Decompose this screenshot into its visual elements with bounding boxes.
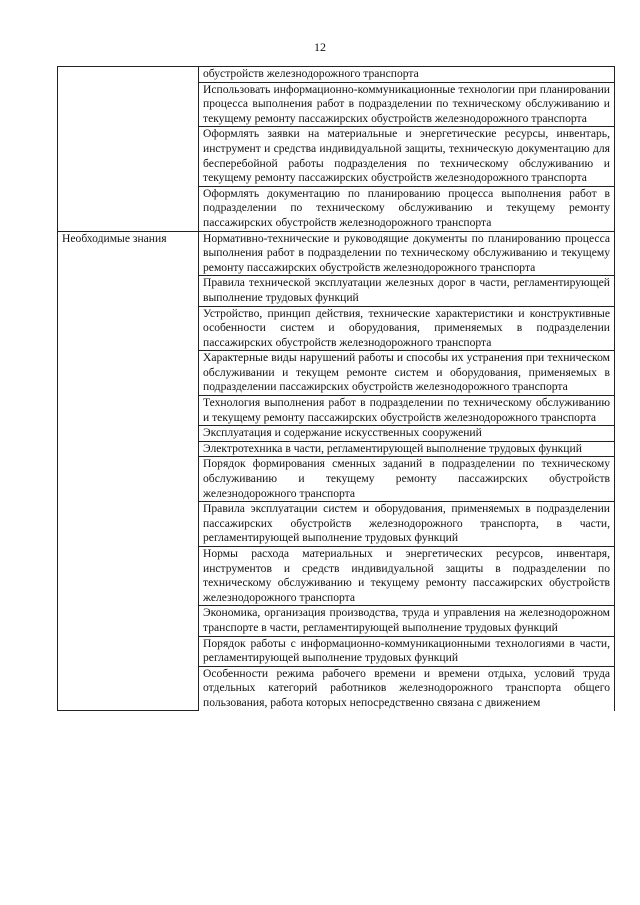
- table-row: [58, 67, 615, 83]
- knowledge-cell: Электротехника в части, регламентирующей выполнение трудовых функций: [199, 441, 615, 457]
- knowledge-cell: Технология выполнения работ в подразделении по техническому обслуживанию и текущему ремонту пассажирских обустройств железнодорожного транспорта: [199, 396, 615, 426]
- knowledge-cell: Экономика, организация производства, труда и управления на железнодорожном транспорте в части, регламентирующей выполнение трудовых функций: [199, 606, 615, 636]
- skill-cell: Оформлять заявки на материальные и энергетические ресурсы, инвентарь, инструмент и средства индивидуальной защиты, техническую документацию для бесперебойной работы подразделения по техническому обслуживанию и текущему ремонту пассажирских обустройств железнодорожного транспорта: [199, 127, 615, 186]
- page-number: 12: [314, 40, 326, 54]
- knowledge-cell: Эксплуатация и содержание искусственных сооружений: [199, 426, 615, 442]
- knowledge-cell: Особенности режима рабочего времени и времени отдыха, условий труда отдельных категорий работников железнодорожного транспорта общего пользования, работа которых непосредственно связана с движением: [199, 666, 615, 710]
- skill-cell: обустройств железнодорожного транспорта: [199, 67, 615, 83]
- knowledge-cell: Характерные виды нарушений работы и способы их устранения при техническом обслуживании и текущем ремонте систем и оборудования, применяемых в подразделении пассажирских обустройств железнодорожного транспорта: [199, 351, 615, 396]
- skill-cell: Оформлять документацию по планированию процесса выполнения работ в подразделении по техническому обслуживанию и текущему ремонту пассажирских обустройств железнодорожного транспорта: [199, 186, 615, 231]
- knowledge-cell: Порядок формирования сменных заданий в подразделении по техническому обслуживанию и текущему ремонту пассажирских обустройств железнодорожного транспорта: [199, 457, 615, 502]
- requirements-table: [57, 66, 615, 711]
- knowledge-label: Необходимые знания: [58, 231, 199, 711]
- skill-cell: Использовать информационно-коммуникационные технологии при планировании процесса выполнения работ в подразделении по техническому обслуживанию и текущему ремонту пассажирских обустройств железнодорожного транспорта: [199, 82, 615, 127]
- knowledge-cell: Устройство, принцип действия, технические характеристики и конструктивные особенности систем и оборудования, применяемых в подразделении пассажирских обустройств железнодорожного транспорта: [199, 306, 615, 351]
- knowledge-cell: Нормы расхода материальных и энергетических ресурсов, инвентаря, инструментов и средств индивидуальной защиты в подразделении по техническому обслуживанию и текущему ремонту пассажирских обустройств железнодорожного транспорта: [199, 547, 615, 606]
- knowledge-cell: Порядок работы с информационно-коммуникационными технологиями в части, регламентирующей выполнение трудовых функций: [199, 636, 615, 666]
- knowledge-cell: Правила технической эксплуатации железных дорог в части, регламентирующей выполнение трудовых функций: [199, 276, 615, 306]
- table-row: [58, 231, 615, 276]
- empty-label-cell: [58, 67, 199, 232]
- knowledge-cell: Нормативно-технические и руководящие документы по планированию процесса выполнения работ в подразделении по техническому обслуживанию и текущему ремонту пассажирских обустройств железнодорожного транспорта: [199, 231, 615, 276]
- knowledge-cell: Правила эксплуатации систем и оборудования, применяемых в подразделении пассажирских обустройств железнодорожного транспорта, в части, регламентирующей выполнение трудовых функций: [199, 502, 615, 547]
